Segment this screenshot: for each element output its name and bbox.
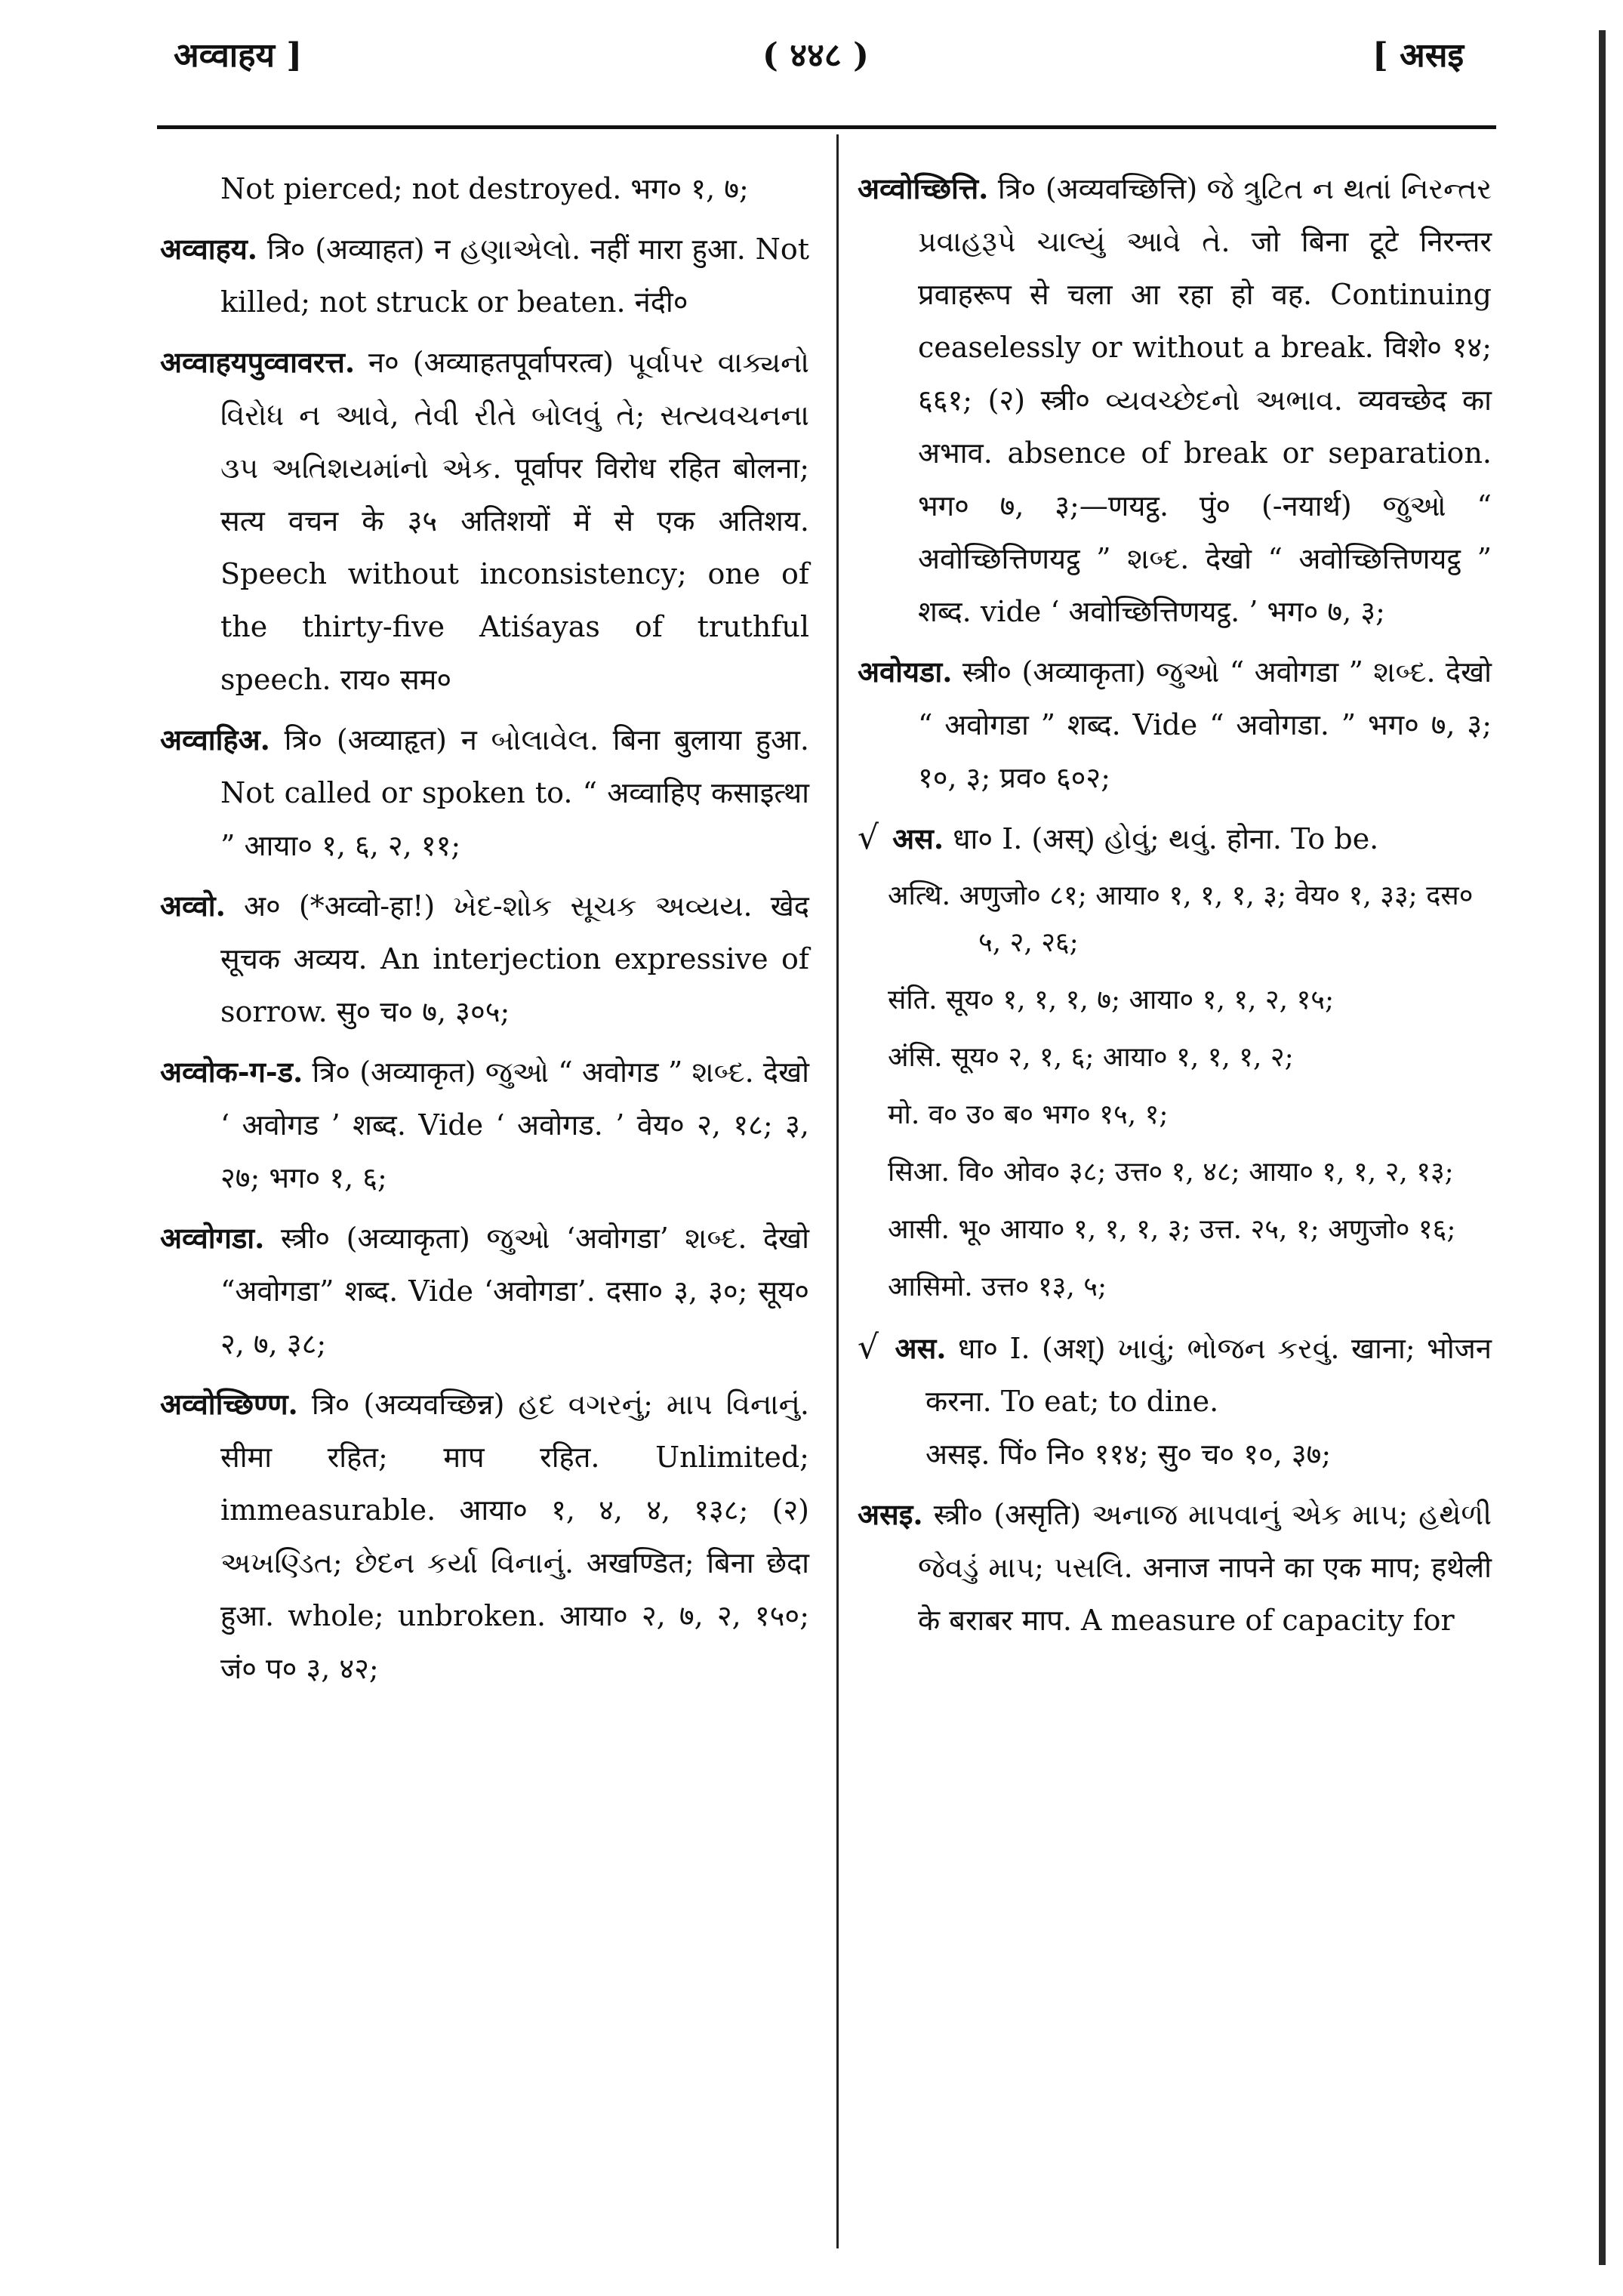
- root-entry: [858, 1321, 1492, 1481]
- verb-form: मो. व० उ० ब० भग० १५, १;: [888, 1099, 1169, 1130]
- verb-form: सिआ. वि० ओव० ३८; उत्त० १, ४८; आया० १, १, २, १३;: [888, 1157, 1454, 1188]
- entry-headword: अव्वो.: [160, 889, 226, 923]
- entry-text: स्त्री० (असृति) અનાજ માપવાનું એક માપ; હથેળી જેવડું માપ; પસલિ. अनाज नापने का एक माप; हथेली के बराबर माप. A measure of capacity for: [918, 1498, 1492, 1637]
- entry-text: त्रि० (अव्याकृत) જુઓ “ अवोगड ” શબ્દ. देखो ‘ अवोगड ’ शब्द. Vide ‘ अवोगड. ’ वेय० २, १८; ३, २७; भग० १, ६;: [220, 1056, 809, 1194]
- dictionary-entry: [160, 336, 809, 706]
- entry-text: स्त्री० (अव्याकृता) જુઓ ‘अवोगडा’ શબ્દ. देखो “अवोगडा” शब्द. Vide ‘अवोगडा’. दसा० ३, ३०; सूय० २, ७, ३८;: [220, 1222, 809, 1361]
- entry-headword: अव्वाहयपुव्वावरत्त.: [160, 345, 356, 379]
- verb-form: आसी. भू० आया० १, १, १, ३; उत्त. २५, १; अणुजो० १६;: [888, 1214, 1456, 1245]
- root-entry: [858, 812, 1492, 865]
- running-head-right: [ असइ: [1372, 36, 1464, 75]
- entry-headword: अव्वोच्छिण्ण.: [160, 1387, 298, 1421]
- entry-headword: अवोयडा.: [858, 655, 953, 689]
- verb-form: आसिमो. उत्त० १३, ५;: [888, 1271, 1107, 1302]
- verb-forms: [858, 873, 1492, 1311]
- entry-headword: अव्वाहय.: [160, 232, 258, 266]
- entry-text: धा० I. (अस्) હોવું; થવું. होना. To be.: [953, 822, 1379, 855]
- entry-text: धा० I. (अश्) ખાવું; ભોજન કરવું. खाना; भोजन करना. To eat; to dine.: [925, 1332, 1492, 1418]
- verb-form: अंसि. सूय० २, १, ६; आया० १, १, १, २;: [888, 1042, 1294, 1073]
- entry-text: Not pierced; not destroyed. भग० १, ७;: [220, 172, 749, 205]
- entry-headword: अव्वोगडा.: [160, 1221, 265, 1255]
- entry-text: न० (अव्याहतपूर्वापरत्व) પૂર્વાપર વાક્યનો વિરોધ ન આવે, તેવી રીતે બોલવું તે; સત્યવચનના ૩૫ અતિશયમાંનો એક. पूर्वापर विरोध रहित बोलना; सत्य वचन के ३५ अतिशयों में से एक अतिशय. Speech without inconsistency; one of the thirty-five Atiśayas of truthful speech. राय० सम०: [220, 346, 809, 696]
- dictionary-entry: [858, 1488, 1492, 1647]
- verb-form: संति. सूय० १, १, १, ७; आया० १, १, २, १५;: [888, 985, 1335, 1015]
- entry-headword: अस.: [895, 1331, 947, 1365]
- entry-text: स्त्री० (अव्याकृता) જુઓ “ अवोगडा ” શબ્દ. देखो “ अवोगडा ” शब्द. Vide “ अवोगडा. ” भग० ७, ३; १०, ३; प्रव० ६०२;: [918, 655, 1492, 794]
- dictionary-entry: [160, 880, 809, 1038]
- entry-text: त्रि० (अव्याहृत) न બોલાવેલ. बिना बुलाया हुआ. Not called or spoken to. “ अव्वाहिए कसाइत्था ” आया० १, ६, २, ११;: [220, 723, 809, 862]
- left-column: [160, 162, 809, 1703]
- running-head-left: अव्वाहय ]: [174, 36, 303, 75]
- entry-text: त्रि० (अव्यवच्छिन्न) હદ વગરનું; માપ વિનાનું. सीमा रहित; माप रहित. Unlimited; immeasurable. आया० १, ४, ४, १३८; (२) અખણ્ડિત; છેદન કર્યા વિનાનું. अखण्डित; बिना छेदा हुआ. whole; unbroken. आया० २, ७, २, १५०; जं० प० ३, ४२;: [220, 1388, 809, 1685]
- dictionary-entry: [858, 646, 1492, 804]
- entry-text: त्रि० (अव्याहत) न હણાએલો. नहीं मारा हुआ. Not killed; not struck or beaten. नंदी०: [220, 233, 809, 319]
- root-check-icon: √: [858, 818, 879, 857]
- verb-form: असइ. पिं० नि० ११४; सु० च० १०, ३७;: [925, 1438, 1332, 1471]
- entry-headword: अव्वाहिअ.: [160, 723, 270, 757]
- header-rule: [157, 125, 1496, 129]
- verb-form: अत्थि. अणुजो० ८१; आया० १, १, १, ३; वेय० १, ३३; दस० ५, २, २६;: [888, 880, 1474, 958]
- dictionary-entry: [858, 162, 1492, 638]
- entry-headword: अव्वोच्छित्ति.: [858, 171, 989, 205]
- dictionary-entry: [160, 162, 809, 215]
- entry-headword: अव्वोक-ग-ड.: [160, 1055, 303, 1089]
- entry-text: त्रि० (अव्यवच्छित्ति) જે ત્રુટિત ન થતાં નિરન્તર પ્રવાહરૂપે ચાલ્યું આવે તે. जो बिना टूटे निरन्तर प्रवाहरूप से चला आ रहा हो वह. Continuing ceaselessly or without a break. विशे० १४; ६६१; (२) स्त्री० વ્યવચ્છેદનો અભાવ. व्यवच्छेद का अभाव. absence of break or separation. भग० ७, ३;—णयट्ठ. पुं० (-नयार्थ) જુઓ “ अवोच्छित्तिणयट्ठ ” શબ્દ. देखो “ अवोच्छित्तिणयट्ठ ” शब्द. vide ‘ अवोच्छित्तिणयट्ठ. ’ भग० ७, ३;: [918, 172, 1492, 628]
- dictionary-entry: [160, 1046, 809, 1204]
- column-divider: [836, 134, 839, 2248]
- right-column: [858, 162, 1492, 1654]
- dictionary-entry: [160, 713, 809, 872]
- root-check-icon: √: [858, 1328, 879, 1367]
- entry-headword: असइ.: [858, 1497, 923, 1531]
- dictionary-entry: [160, 1378, 809, 1695]
- dictionary-entry: [160, 223, 809, 328]
- page-number: ( ४४८ ): [762, 36, 869, 75]
- entry-text: अ० (*अव्वो-हा!) ખેદ-શોક સૂચક અવ્યય. खेद सूचक अव्यय. An interjection expressive of sorrow. सु० च० ७, ३०५;: [220, 889, 809, 1028]
- entry-headword: अस.: [892, 821, 944, 855]
- dictionary-entry: [160, 1212, 809, 1370]
- page-edge-shadow: [1599, 30, 1606, 2265]
